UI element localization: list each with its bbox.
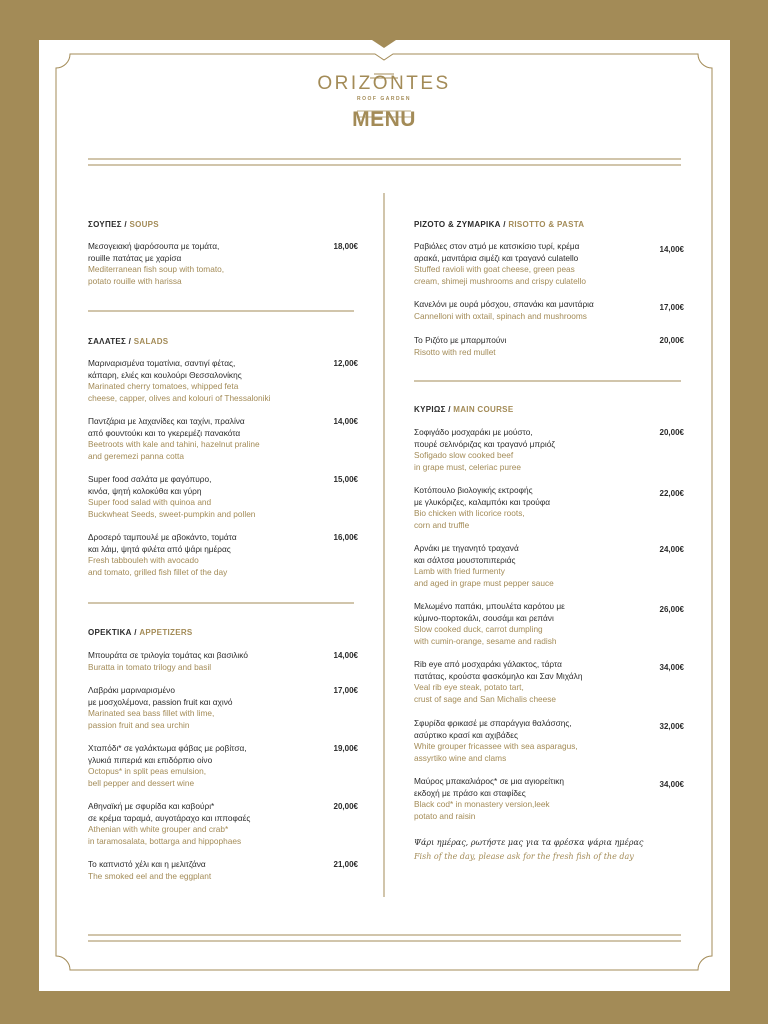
menu-item: [414, 335, 684, 358]
dish-name-en: White grouper fricassee with sea asparagus, assyrtiko wine and clams: [414, 741, 578, 763]
dish-price: 20,00€: [659, 428, 684, 437]
dish-name-en: Sofigado slow cooked beef in grape must, celeriac puree: [414, 450, 521, 472]
menu-item: [88, 358, 358, 404]
menu-title: MENU: [352, 108, 416, 131]
dish-name-gr: Μαριναρισμένα τοματίνια, σαντιγί φέτας, κάπαρη, ελιές και κουλούρι Θεσσαλονίκης: [88, 358, 242, 380]
dish-price: 20,00€: [659, 336, 684, 345]
dish-price: 14,00€: [333, 417, 358, 426]
dish-price: 16,00€: [333, 533, 358, 542]
note-en: Fish of the day, please ask for the fresh fish of the day: [414, 852, 634, 861]
dish-name-en: Slow cooked duck, carrot dumpling with cumin-orange, sesame and radish: [414, 624, 557, 646]
section-appetizers: [88, 628, 358, 881]
menu-item: [88, 241, 358, 287]
dish-price: 34,00€: [659, 663, 684, 672]
section-salads: [88, 337, 358, 577]
fish-of-day-note: [414, 836, 643, 864]
logo-tagline: ROOF GARDEN: [357, 96, 411, 102]
dish-name-en: Mediterranean fish soup with tomato, potato rouille with harissa: [88, 264, 225, 286]
menu-item: [88, 532, 358, 578]
dish-price: 22,00€: [659, 489, 684, 498]
dish-price: 14,00€: [333, 651, 358, 660]
dish-name-en: Veal rib eye steak, potato tart, crust of sage and San Michalis cheese: [414, 682, 557, 704]
dish-price: 20,00€: [333, 802, 358, 811]
dish-name-gr: Μαύρος μπακαλιάρος* σε μια αγιορείτικη εκδοχή με πράσο και σταφίδες: [414, 776, 564, 798]
dish-price: 12,00€: [333, 359, 358, 368]
menu-item: [88, 685, 358, 731]
section-heading: ΣΑΛΑΤΕΣ / SALADS: [88, 337, 169, 346]
dish-price: 21,00€: [333, 860, 358, 869]
dish-name-en: Cannelloni with oxtail, spinach and mushrooms: [414, 310, 587, 321]
menu-item: [88, 474, 358, 520]
dish-name-en: Stuffed ravioli with goat cheese, green peas cream, shimeji mushrooms and crispy culatello: [414, 264, 586, 286]
note-gr: Ψάρι ημέρας, ρωτήστε μας για τα φρέσκα ψάρια ημέρας: [414, 838, 644, 847]
dish-name-en: Buratta in tomato trilogy and basil: [88, 661, 212, 672]
menu-item: [88, 859, 358, 882]
dish-name-gr: Σοφιγάδο μοσχαράκι με μούστο, πουρέ σελινόριζας και τραγανό μπριόζ: [414, 427, 555, 449]
dish-name-en: Lamb with fried furmenty and aged in grape must pepper sauce: [414, 566, 554, 588]
dish-price: 18,00€: [333, 242, 358, 251]
dish-name-gr: Το καπνιστό χέλι και η μελιτζάνα: [88, 859, 206, 869]
dish-price: 15,00€: [333, 475, 358, 484]
dish-name-en: Bio chicken with licorice roots, corn and truffle: [414, 508, 525, 530]
dish-name-gr: Λαβράκι μαριναρισμένο με μοσχολέμονα, passion fruit και αχινό: [88, 685, 233, 707]
dish-price: 24,00€: [659, 545, 684, 554]
dish-name-gr: Μεσογειακή ψαρόσουπα με τομάτα, rouille πατάτας με χαρίσα: [88, 241, 220, 263]
dish-name-gr: Δροσερό ταμπουλέ με αβοκάντο, τομάτα και λάιμ, ψητά φιλέτα από ψάρι ημέρας: [88, 532, 237, 554]
dish-name-en: Marinated sea bass fillet with lime, passion fruit and sea urchin: [88, 708, 215, 730]
restaurant-logo: ORIZONTES: [317, 73, 451, 94]
top-notch: [372, 40, 396, 48]
dish-name-gr: Rib eye από μοσχαράκι γάλακτος, τάρτα πατάτας, κρούστα φασκόμηλο και Σαν Μιχάλη: [414, 659, 583, 681]
dish-price: 26,00€: [659, 605, 684, 614]
dish-name-gr: Αρνάκι με τηγανητό τραχανά και σάλτσα μουστοπιπεριάς: [414, 543, 519, 565]
menu-item: [414, 543, 684, 589]
dish-name-en: The smoked eel and the eggplant: [88, 870, 212, 881]
dish-name-gr: Κανελόνι με ουρά μόσχου, σπανάκι και μανιτάρια: [414, 299, 594, 309]
menu-item: [414, 776, 684, 822]
brand-header: [0, 74, 768, 132]
dish-name-en: Fresh tabbouleh with avocado and tomato, grilled fish fillet of the day: [88, 555, 228, 577]
dish-name-en: Beetroots with kale and tahini, hazelnut praline and geremezi panna cotta: [88, 439, 260, 461]
dish-name-gr: Μελωμένο παπάκι, μπουλέτα καρότου με κύμινο-πορτοκάλι, σουσάμι και ρεπάνι: [414, 601, 565, 623]
section-heading: ΟΡΕΚΤΙΚΑ / APPETIZERS: [88, 628, 193, 637]
menu-item: [414, 241, 684, 287]
dish-price: 19,00€: [333, 744, 358, 753]
menu-item: [414, 299, 684, 322]
dish-price: 32,00€: [659, 722, 684, 731]
dish-name-en: Super food salad with quinoa and Buckwheat Seeds, sweet-pumpkin and pollen: [88, 497, 256, 519]
section-heading: ΡΙΖΟΤΟ & ΖΥΜΑΡΙΚΑ / RISOTTO & PASTA: [414, 220, 585, 229]
dish-name-en: Marinated cherry tomatoes, whipped feta cheese, capper, olives and kolouri of Thessaloniki: [88, 381, 271, 403]
dish-price: 17,00€: [333, 686, 358, 695]
dish-name-gr: Χταπόδι* σε γαλάκτωμα φάβας με ροβίτσα, γλυκιά πιπεριά και επιδόρπιο οίνο: [88, 743, 247, 765]
dish-name-gr: Σφυρίδα φρικασέ με σπαράγγια θαλάσσης, ασύρτικο κρασί και αχιβάδες: [414, 718, 572, 740]
dish-name-gr: Ραβιόλες στον ατμό με κατσικίσιο τυρί, κρέμα αρακά, μανιτάρια σιμέζι και τραγανό culatello: [414, 241, 580, 263]
section-heading: ΚΥΡΙΩΣ / MAIN COURSE: [414, 405, 514, 414]
dish-price: 17,00€: [659, 303, 684, 312]
menu-item: [414, 601, 684, 647]
dish-price: 34,00€: [659, 780, 684, 789]
dish-name-en: Athenian with white grouper and crab* in taramosalata, bottarga and hippophaes: [88, 824, 242, 846]
section-heading: ΣΟΥΠΕΣ / SOUPS: [88, 220, 159, 229]
dish-name-gr: Κοτόπουλο βιολογικής εκτροφής με γλυκόριζες, καλαμπόκι και τρούφα: [414, 485, 551, 507]
dish-name-gr: Super food σαλάτα με φαγόπυρο, κινόα, ψητή κολοκύθα και γύρη: [88, 474, 212, 496]
menu-item: [88, 416, 358, 462]
menu-item: [414, 659, 684, 705]
dish-name-en: Black cod* in monastery version,leek potato and raisin: [414, 799, 550, 821]
menu-item: [414, 718, 684, 764]
dish-name-gr: Παντζάρια με λαχανίδες και ταχίνι, πραλίνα από φουντούκι και το γκερεμέζι πανακότα: [88, 416, 245, 438]
section-risotto-pasta: [414, 220, 684, 357]
section-soups: [88, 220, 358, 286]
menu-item: [88, 650, 358, 673]
menu-item: [88, 801, 358, 847]
dish-price: 14,00€: [659, 245, 684, 254]
menu-item: [414, 485, 684, 531]
dish-name-gr: Αθηναϊκή με σφυρίδα και καβούρι* σε κρέμα ταραμά, αυγοτάραχο και ιπποφαές: [88, 801, 251, 823]
dish-name-gr: Μπουράτα σε τριλογία τομάτας και βασιλικό: [88, 650, 248, 660]
dish-name-en: Octopus* in split peas emulsion, bell pepper and dessert wine: [88, 766, 207, 788]
dish-name-gr: Το Ριζότο με μπαρμπούνι: [414, 335, 507, 345]
dish-name-en: Risotto with red mullet: [414, 346, 496, 357]
section-main-course: [414, 405, 684, 821]
menu-item: [414, 427, 684, 473]
menu-item: [88, 743, 358, 789]
